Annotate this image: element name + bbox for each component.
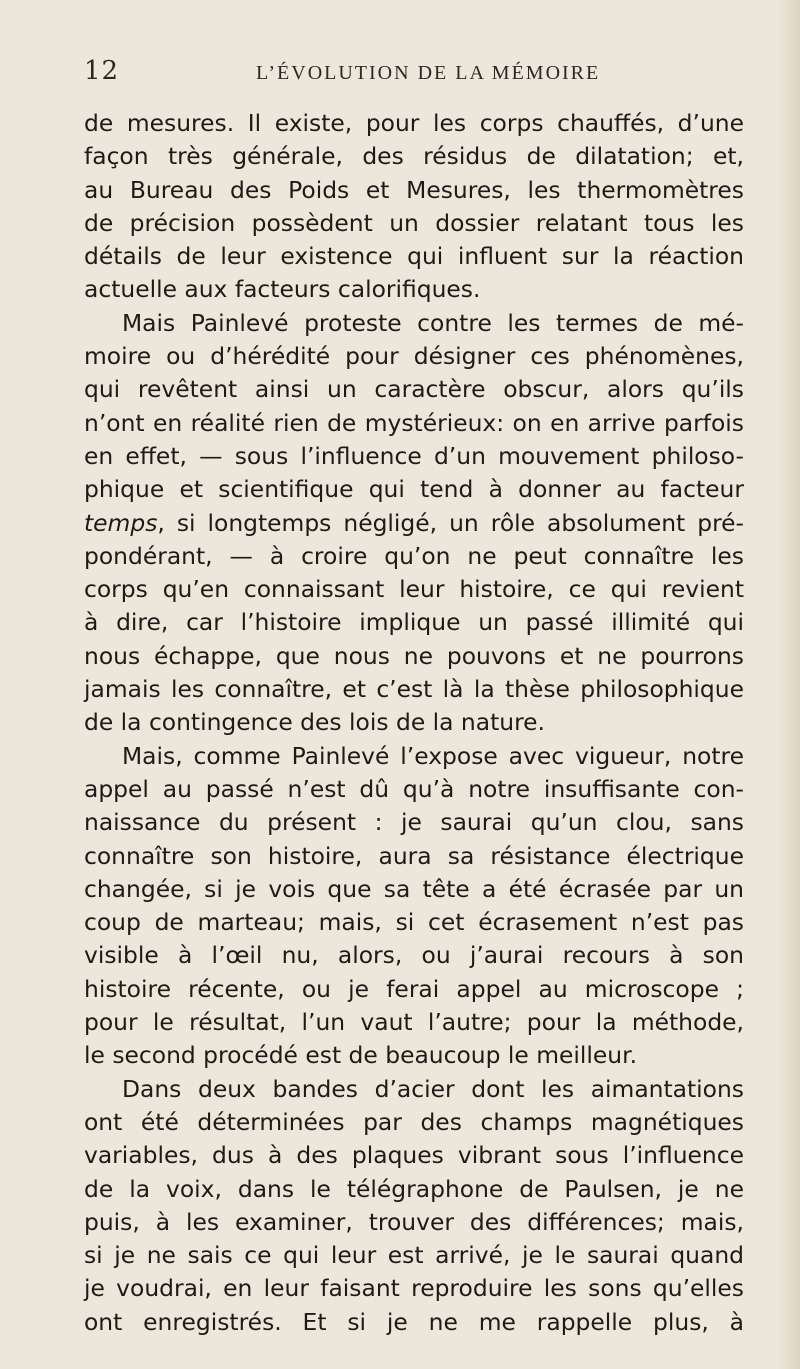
text-line: si je ne sais ce qui leur est arrivé, je le saurai quand <box>84 1241 744 1270</box>
text-line: n’ont en réalité rien de mystérieux: on en arrive parfois <box>84 408 744 437</box>
running-title: L’ÉVOLUTION DE LA MÉMOIRE <box>256 62 601 84</box>
text-line: corps qu’en connaissant leur histoire, ce qui revient <box>84 575 744 604</box>
paragraph <box>84 307 744 740</box>
text-line: Dans deux bandes d’acier dont les aimantations <box>122 1074 744 1103</box>
text-line: ont été déterminées par des champs magnétiques <box>84 1107 744 1136</box>
italic-word: temps <box>84 508 158 537</box>
text-line: qui revêtent ainsi un caractère obscur, alors qu’ils <box>84 375 744 404</box>
text-line: façon très générale, des résidus de dilatation; et, <box>84 142 744 171</box>
text-line: connaître son histoire, aura sa résistance électrique <box>84 841 744 870</box>
text-line: histoire récente, ou je ferai appel au microscope ; <box>84 974 744 1003</box>
text-line: changée, si je vois que sa tête a été écrasée par un <box>84 874 744 903</box>
text-line: en effet, — sous l’influence d’un mouvement philoso- <box>84 441 744 470</box>
text-line: à dire, car l’histoire implique un passé illimité qui <box>84 608 744 637</box>
text-line: le second procédé est de beaucoup le meilleur. <box>84 1041 638 1070</box>
text-line: au Bureau des Poids et Mesures, les thermomètres <box>84 175 744 204</box>
paragraph <box>84 1073 744 1339</box>
page-header <box>84 56 724 90</box>
paragraph <box>84 107 744 307</box>
text-line: puis, à les examiner, trouver des différences; mais, <box>84 1207 744 1236</box>
text-line: nous échappe, que nous ne pouvons et ne pourrons <box>84 641 744 670</box>
text-line: de la contingence des lois de la nature. <box>84 708 545 737</box>
text-line: de précision possèdent un dossier relatant tous les <box>84 208 744 237</box>
text-line: actuelle aux facteurs calorifiques. <box>84 275 481 304</box>
text-line: de la voix, dans le télégraphone de Paulsen, je ne <box>84 1174 744 1203</box>
text-line: Mais Painlevé proteste contre les termes de mé- <box>122 308 744 337</box>
text-line: ont enregistrés. Et si je ne me rappelle plus, à <box>84 1307 744 1336</box>
text-line: pour le résultat, l’un vaut l’autre; pour la méthode, <box>84 1008 744 1037</box>
text-line: pondérant, — à croire qu’on ne peut connaître les <box>84 541 744 570</box>
text-line: phique et scientifique qui tend à donner au facteur <box>84 475 744 504</box>
body-text <box>84 107 744 1339</box>
text-line: moire ou d’hérédité pour désigner ces phénomènes, <box>84 342 744 371</box>
page-edge-shadow <box>778 0 800 1369</box>
text-line: variables, dus à des plaques vibrant sous l’influence <box>84 1141 744 1170</box>
page-number: 12 <box>84 56 120 86</box>
text-line: coup de marteau; mais, si cet écrasement n’est pas <box>84 908 744 937</box>
text-line: je voudrai, en leur faisant reproduire les sons qu’elles <box>84 1274 744 1303</box>
text-line: Mais, comme Painlevé l’expose avec vigueur, notre <box>122 741 744 770</box>
text-line-with-italic <box>84 507 744 540</box>
text-line: de mesures. Il existe, pour les corps chauffés, d’une <box>84 109 744 137</box>
text-line-rest: , si longtemps négligé, un rôle absolument pré- <box>157 508 744 537</box>
text-line: jamais les connaître, et c’est là la thèse philosophique <box>84 675 744 704</box>
text-line: naissance du présent : je saurai qu’un clou, sans <box>84 808 744 837</box>
paragraph <box>84 740 744 1073</box>
text-line: détails de leur existence qui influent sur la réaction <box>84 242 744 271</box>
text-line: visible à l’œil nu, alors, ou j’aurai recours à son <box>84 941 744 970</box>
text-line: appel au passé n’est dû qu’à notre insuffisante con- <box>84 774 744 803</box>
